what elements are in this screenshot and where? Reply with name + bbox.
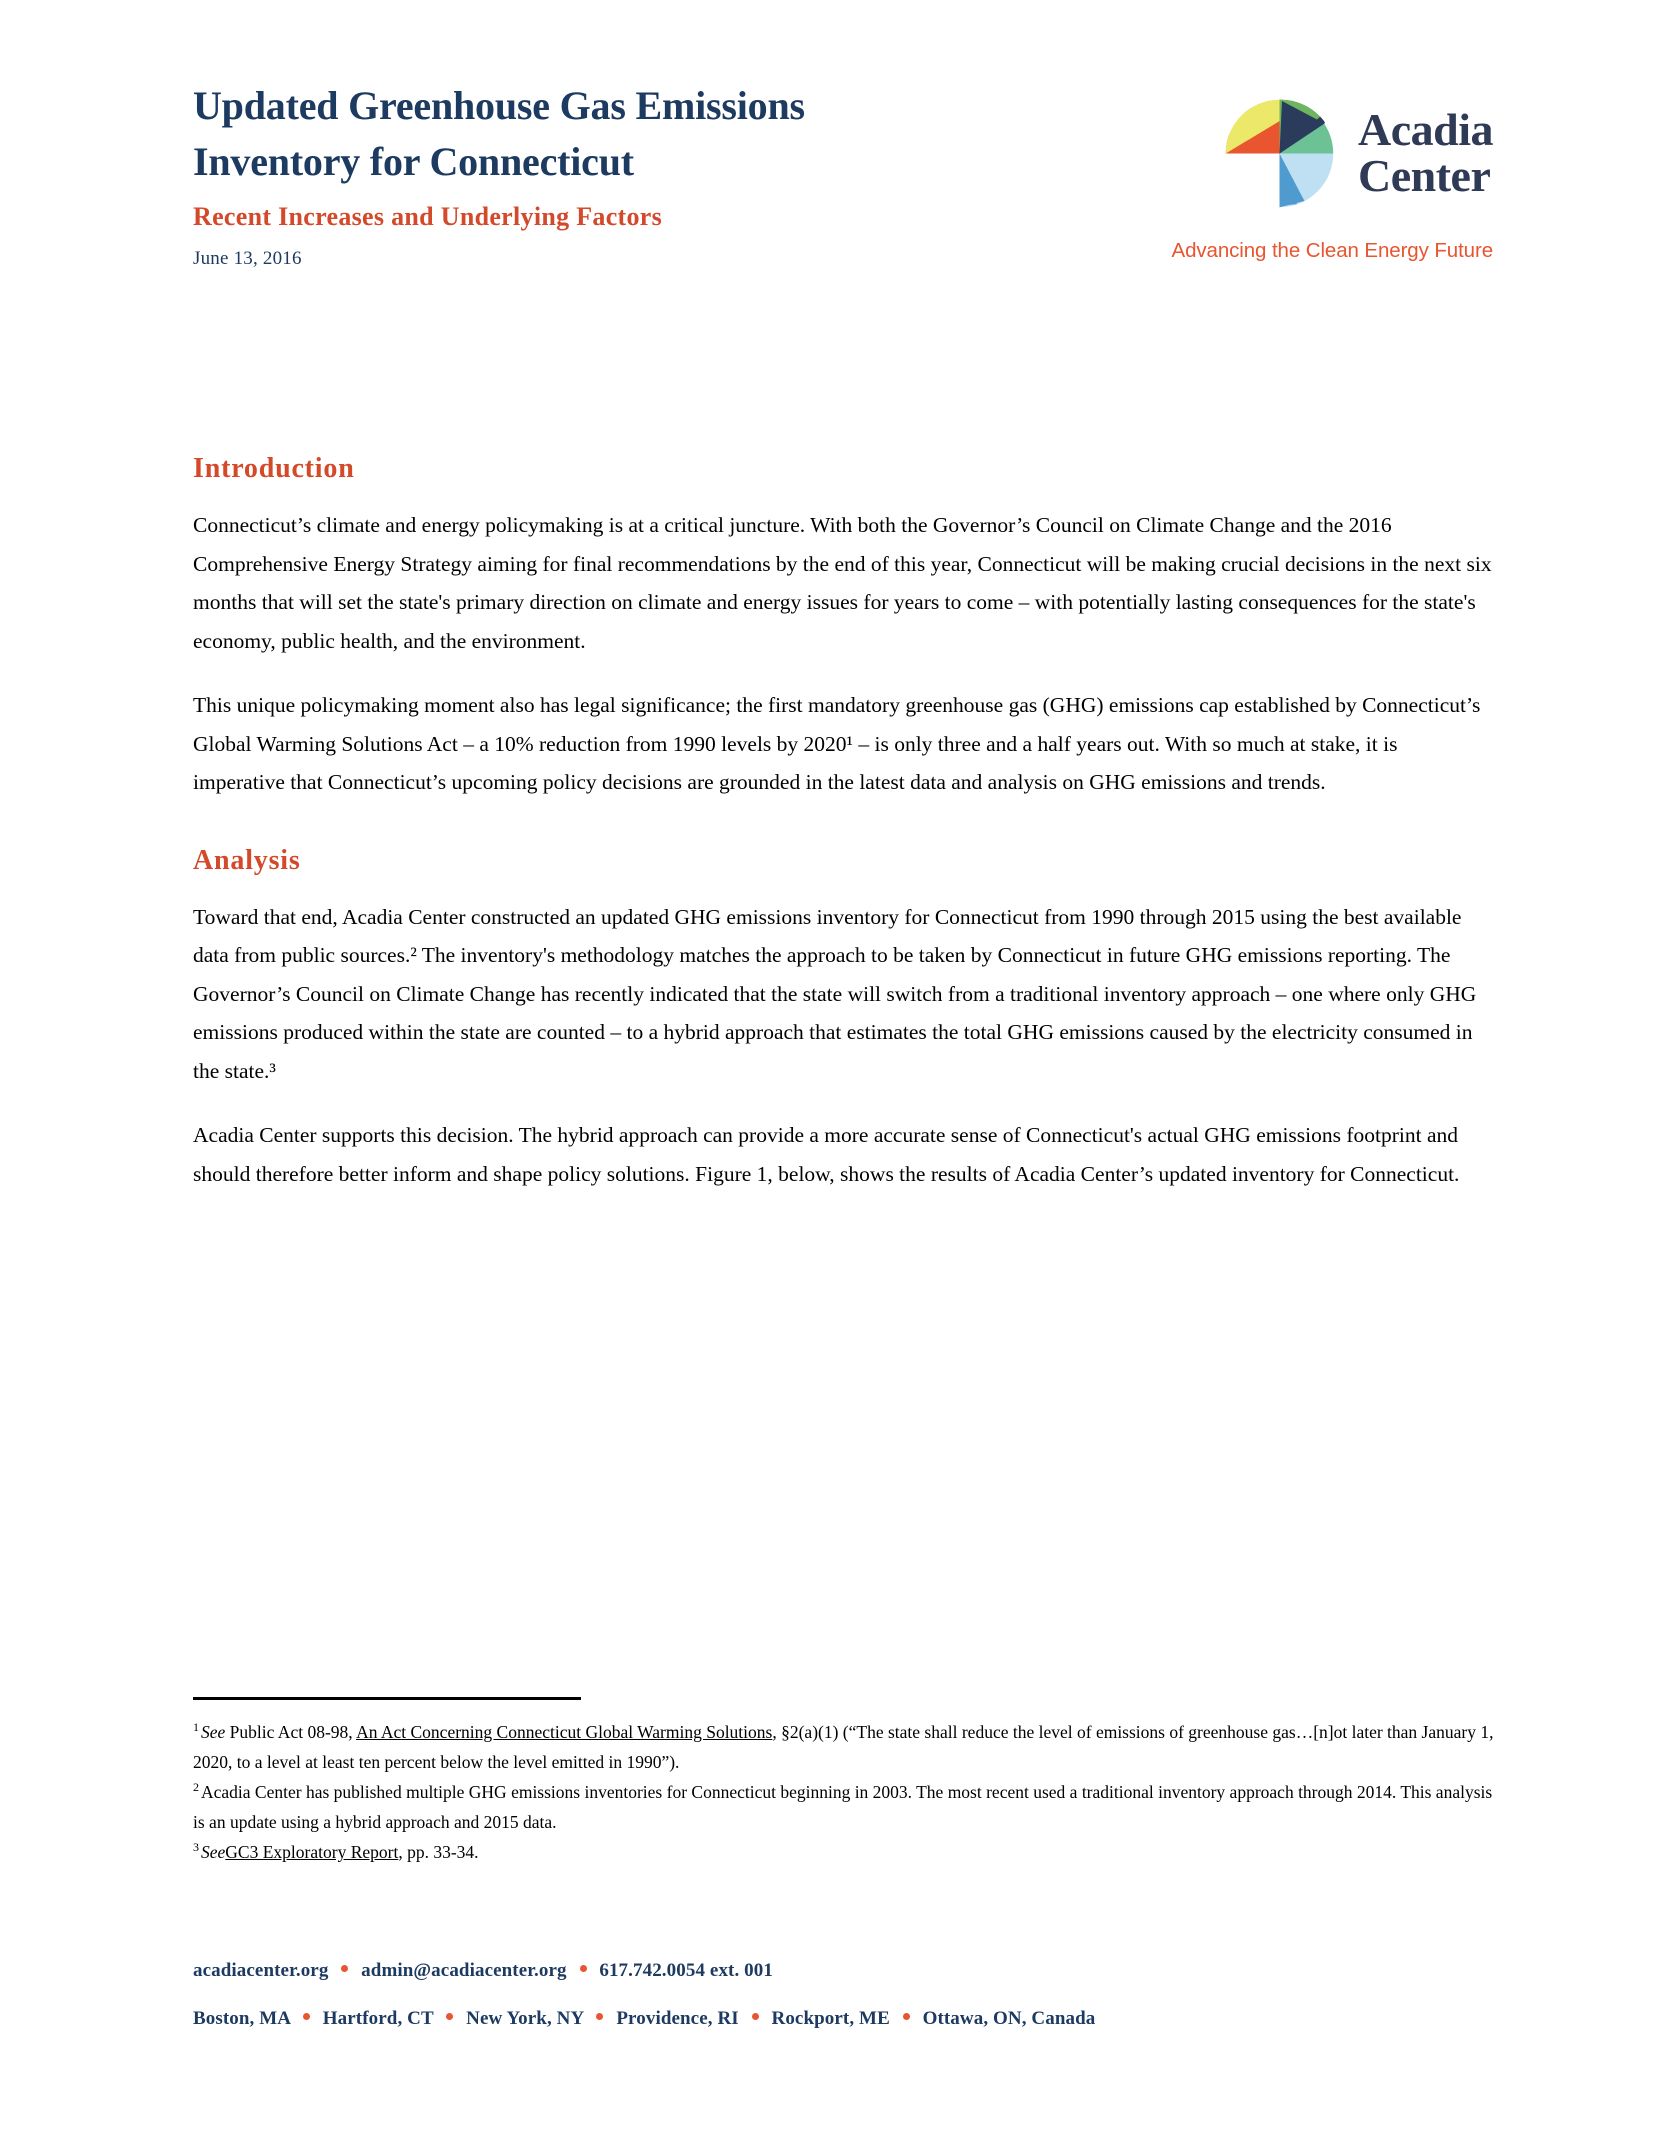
page-title (193, 78, 1023, 190)
footer-website[interactable]: acadiacenter.org (193, 1960, 329, 1981)
footer-offices-line (193, 2003, 1503, 2035)
acadia-center-logo-icon (1217, 91, 1342, 216)
bullet-separator-icon (303, 2013, 310, 2020)
footer-email[interactable]: admin@acadiacenter.org (361, 1960, 567, 1981)
title-block (193, 78, 1023, 272)
footnote-1-marker: 1 (193, 1720, 199, 1735)
page-subtitle: Recent Increases and Underlying Factors (193, 202, 663, 231)
footnote-1-plain: Public Act 08-98, (225, 1722, 357, 1742)
footnote-3-marker: 3 (193, 1840, 199, 1855)
logo-wordmark (1358, 104, 1493, 201)
footnote-1-link[interactable]: An Act Concerning Connecticut Global Warming Solutions (356, 1722, 773, 1742)
section-heading-introduction: Introduction (193, 453, 355, 484)
bullet-separator-icon (580, 1965, 587, 1972)
logo-block (1073, 78, 1493, 264)
section-heading-analysis: Analysis (193, 844, 301, 876)
footnote-1-rest: , §2(a)(1) (“The state shall reduce the level of emissions of greenhouse gas…[n]ot later than January 1, 2020, to a level at least ten percent below the level emitted in 1990”). (193, 1722, 1494, 1772)
footnote-3-see: See (201, 1842, 226, 1862)
document-body (193, 452, 1493, 1219)
page-title-line1: Updated Greenhouse Gas Emissions (193, 83, 805, 128)
footer-phone: 617.742.0054 ext. 001 (599, 1960, 773, 1981)
paragraph-intro-1: Connecticut’s climate and energy policymaking is at a critical juncture. With both the Governor’s Council on Climate Change and the 2016 Comprehensive Energy Strategy aiming for final recommendations by the end of this year, Connecticut will be making crucial decisions in the next six months that will set the state's primary direction on climate and energy issues for years to come – with potentially lasting consequences for the state's economy, public health, and the environment. (193, 513, 1492, 653)
footer-office-hartford: Hartford, CT (322, 2008, 434, 2029)
logo-wordmark-line1: Acadia (1358, 104, 1493, 155)
footer-office-boston: Boston, MA (193, 2008, 291, 2029)
paragraph-intro-2: This unique policymaking moment also has legal significance; the first mandatory greenhouse gas (GHG) emissions cap established by Connecticut’s Global Warming Solutions Act – a 10% reduction from 1990 levels by 2020¹ – is only three and a half years out. With so much at stake, it is imperative that Connecticut’s upcoming policy decisions are grounded in the latest data and analysis on GHG emissions and trends. (193, 693, 1481, 794)
footer-office-newyork: New York, NY (466, 2008, 584, 2029)
footnote-2-text: Acadia Center has published multiple GHG emissions inventories for Connecticut beginning in 2003. The most recent used a traditional inventory approach through 2014. This analysis is an update using a hybrid approach and 2015 data. (193, 1782, 1493, 1832)
publication-date: June 13, 2016 (193, 248, 302, 269)
page-title-line2: Inventory for Connecticut (193, 139, 634, 184)
document-footer (193, 1955, 1503, 2035)
bullet-separator-icon (596, 2013, 603, 2020)
footnote-3-link[interactable]: GC3 Exploratory Report (225, 1842, 399, 1862)
footer-office-rockport: Rockport, ME (771, 2008, 890, 2029)
footnotes (193, 1697, 1503, 1867)
footnote-2-marker: 2 (193, 1780, 199, 1795)
bullet-separator-icon (903, 2013, 910, 2020)
bullet-separator-icon (446, 2013, 453, 2020)
footnote-3 (193, 1837, 1503, 1867)
footnote-3-rest: , pp. 33-34. (398, 1842, 479, 1862)
logo-wordmark-line2: Center (1358, 150, 1491, 201)
footnote-1-see: See (201, 1722, 226, 1742)
footnote-1 (193, 1717, 1503, 1777)
logo-tagline: Advancing the Clean Energy Future (1171, 239, 1493, 262)
bullet-separator-icon (341, 1965, 348, 1972)
document-header (193, 78, 1493, 278)
footer-office-providence: Providence, RI (616, 2008, 739, 2029)
paragraph-analysis-2: Acadia Center supports this decision. The hybrid approach can provide a more accurate sense of Connecticut's actual GHG emissions footprint and should therefore better inform and shape policy solutions. Figure 1, below, shows the results of Acadia Center’s updated inventory for Connecticut. (193, 1123, 1460, 1186)
paragraph-analysis-1: Toward that end, Acadia Center constructed an updated GHG emissions inventory for Connecticut from 1990 through 2015 using the best available data from public sources.² The inventory's methodology matches the approach to be taken by Connecticut in future GHG emissions reporting. The Governor’s Council on Climate Change has recently indicated that the state will switch from a traditional inventory approach – one where only GHG emissions produced within the state are counted – to a hybrid approach that estimates the total GHG emissions caused by the electricity consumed in the state.³ (193, 904, 1477, 1083)
footer-contact-line (193, 1955, 1503, 1987)
footnote-separator-rule (193, 1697, 581, 1700)
footer-office-ottawa: Ottawa, ON, Canada (922, 2008, 1096, 2029)
bullet-separator-icon (752, 2013, 759, 2020)
footnote-2 (193, 1777, 1503, 1837)
